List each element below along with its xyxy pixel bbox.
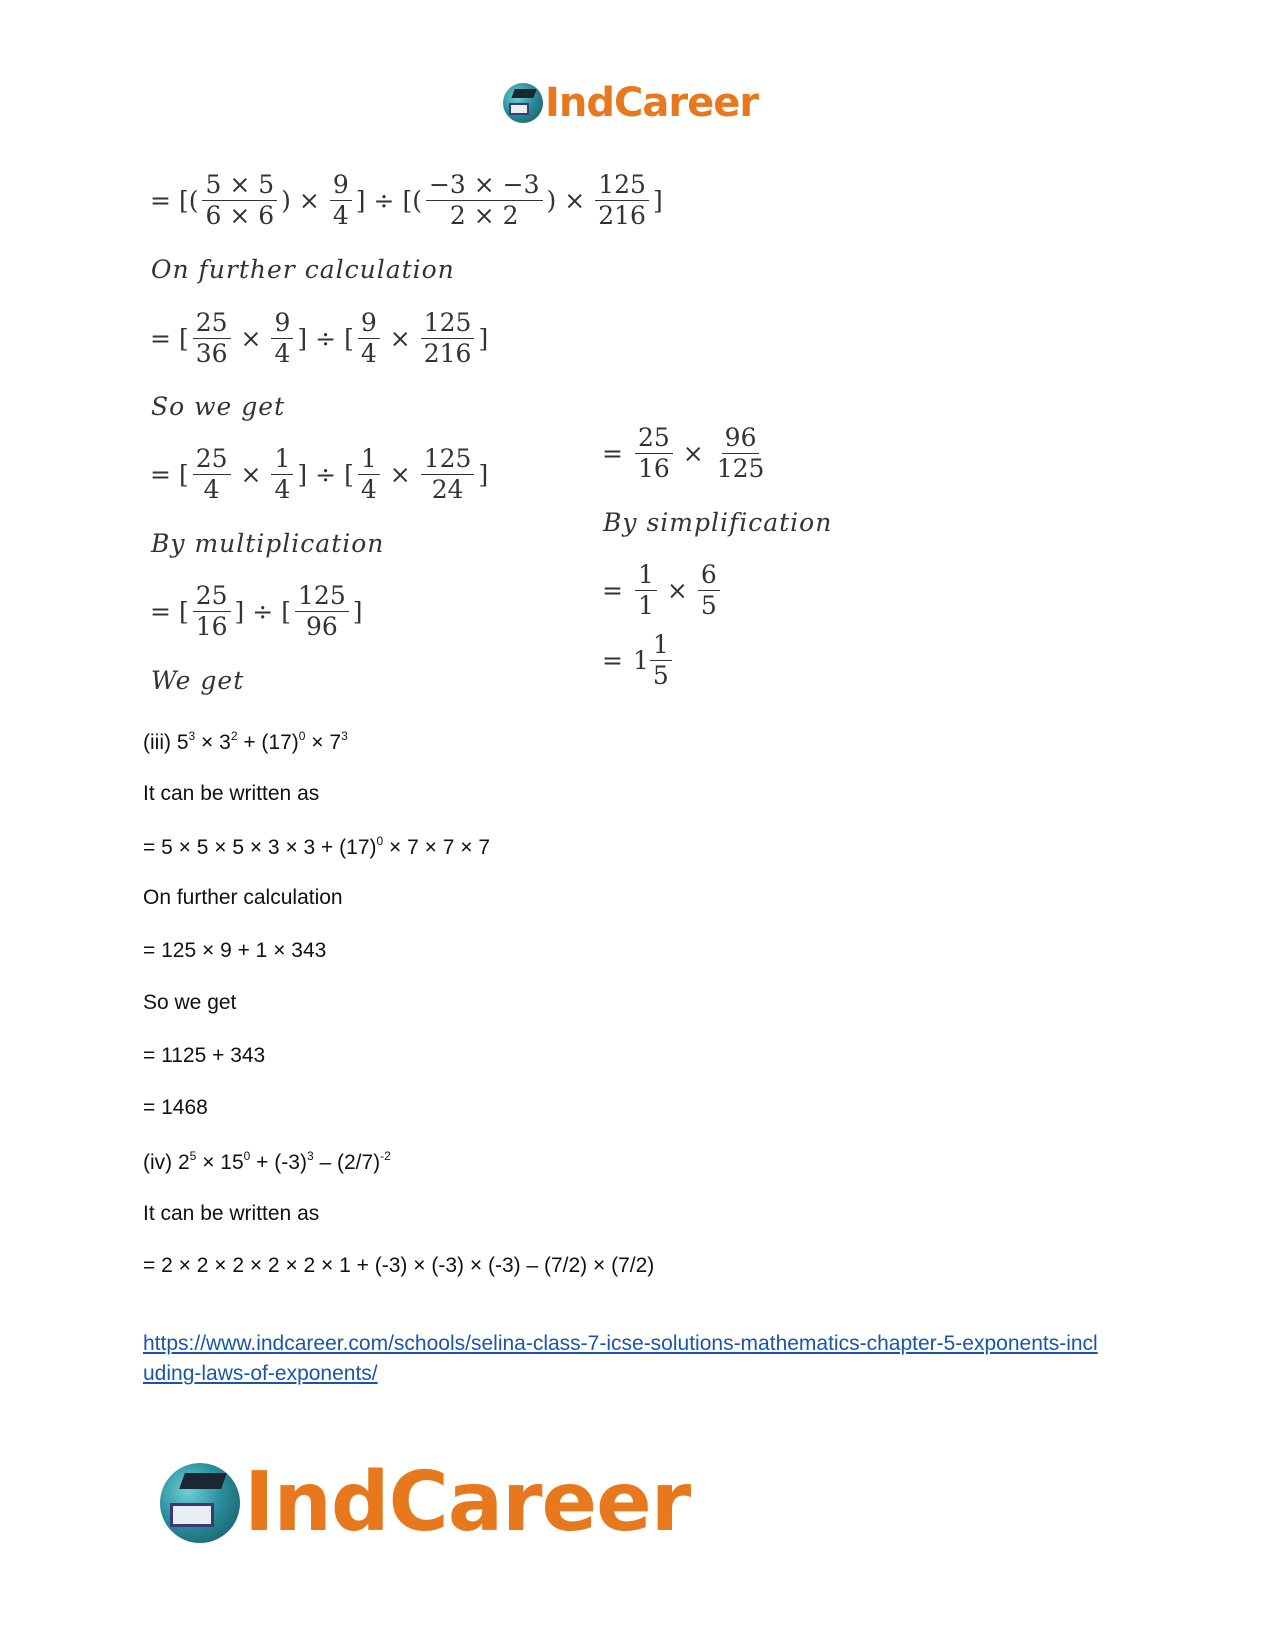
question-iii: (iii) $5^3 \times 3^2 + (17)^0 \times 7^3$ <box>143 729 348 754</box>
fraction: $\frac{1}{5}$ <box>650 632 672 690</box>
fraction: $\frac{96}{125}$ <box>716 423 765 484</box>
math-caption: By multiplication <box>151 529 385 558</box>
math-line-4: = [ $\frac{25}{16}$ ] ÷ [ $\frac{125}{96}$ ] <box>150 581 363 642</box>
fraction: $\frac{25}{36}$ <box>193 310 231 368</box>
step-text: It can be written as <box>143 782 320 805</box>
math-caption: By simplification <box>603 508 833 537</box>
step-equation: = 125 × 9 + 1 × 343 <box>143 939 327 962</box>
step-text: On further calculation <box>143 886 343 909</box>
math-right-line-2: = $\frac{1}{1}$ × $\frac{6}{5}$ <box>602 562 723 620</box>
fraction: $\frac{125}{216}$ <box>421 310 475 368</box>
fraction: $\frac{125}{96}$ <box>295 583 349 641</box>
fraction: $\frac{1}{4}$ <box>271 446 293 504</box>
step-equation: = $5 \times 5 \times 5 \times 3 \times 3 + (17)^0 \times 7 \times 7 \times 7$ <box>143 834 491 859</box>
math-caption: On further calculation <box>151 255 455 284</box>
globe-book-icon <box>503 83 543 123</box>
fraction: $\frac{-3 \times -3}{2 \times 2}$ <box>426 172 543 230</box>
fraction: $\frac{1}{1}$ <box>635 562 657 620</box>
step-text: So we get <box>143 991 237 1014</box>
source-url-link[interactable]: https://www.indcareer.com/schools/selina-class-7-icse-solutions-mathematics-chapter-5-exponents-including-laws-of-exponents/ <box>143 1332 1098 1385</box>
fraction: $\frac{25}{4}$ <box>193 446 231 504</box>
math-line-3: = [ $\frac{25}{4}$ × $\frac{1}{4}$ ] ÷ [ $\frac{1}{4}$ × $\frac{125}{24}$ ] <box>150 444 489 505</box>
fraction: $\frac{5 \times 5}{6 \times 6}$ <box>202 172 277 230</box>
step-text: It can be written as <box>143 1202 320 1225</box>
fraction: $\frac{6}{5}$ <box>698 562 720 620</box>
step-equation: = 2 × 2 × 2 × 2 × 2 × 1 + (-3) × (-3) × (-3) – (7/2) × (7/2) <box>143 1254 655 1277</box>
logo-wordmark: IndCareer <box>244 1455 691 1550</box>
fraction: $\frac{1}{4}$ <box>358 446 380 504</box>
math-caption: We get <box>151 666 245 695</box>
math-right-line-1: = $\frac{25}{16}$ × $\frac{96}{125}$ <box>602 425 770 483</box>
mixed-number: 1 $\frac{1}{5}$ <box>633 632 675 690</box>
math-right-line-3: = 1 $\frac{1}{5}$ <box>602 632 675 690</box>
fraction: $\frac{9}{4}$ <box>330 172 352 230</box>
fraction: $\frac{25}{16}$ <box>193 583 231 641</box>
question-iv: (iv) $2^5 \times 15^0 + (-3)^3 - (2/7)^{-2}$ <box>143 1149 391 1174</box>
math-line-2: = [ $\frac{25}{36}$ × $\frac{9}{4}$ ] ÷ [ $\frac{9}{4}$ × $\frac{125}{216}$ ] <box>150 308 489 369</box>
indcareer-logo-top <box>503 80 758 126</box>
step-equation: = 1468 <box>143 1096 208 1119</box>
globe-book-icon <box>160 1463 240 1543</box>
logo-wordmark: IndCareer <box>545 80 759 126</box>
fraction: $\frac{125}{24}$ <box>421 446 475 504</box>
step-equation: = 1125 + 343 <box>143 1044 266 1067</box>
math-line-1: = [( $\frac{5 \times 5}{6 \times 6}$ ) × $\frac{9}{4}$ ] ÷ [( $\frac{-3 \times -3}{2 \times 2}$ ) × $\frac{125}{216}$ ] <box>150 170 663 231</box>
fraction: $\frac{125}{216}$ <box>595 172 649 230</box>
fraction: $\frac{9}{4}$ <box>271 310 293 368</box>
indcareer-logo-bottom <box>160 1455 691 1550</box>
fraction: $\frac{9}{4}$ <box>358 310 380 368</box>
fraction: $\frac{25}{16}$ <box>635 425 673 483</box>
math-caption: So we get <box>151 392 286 421</box>
